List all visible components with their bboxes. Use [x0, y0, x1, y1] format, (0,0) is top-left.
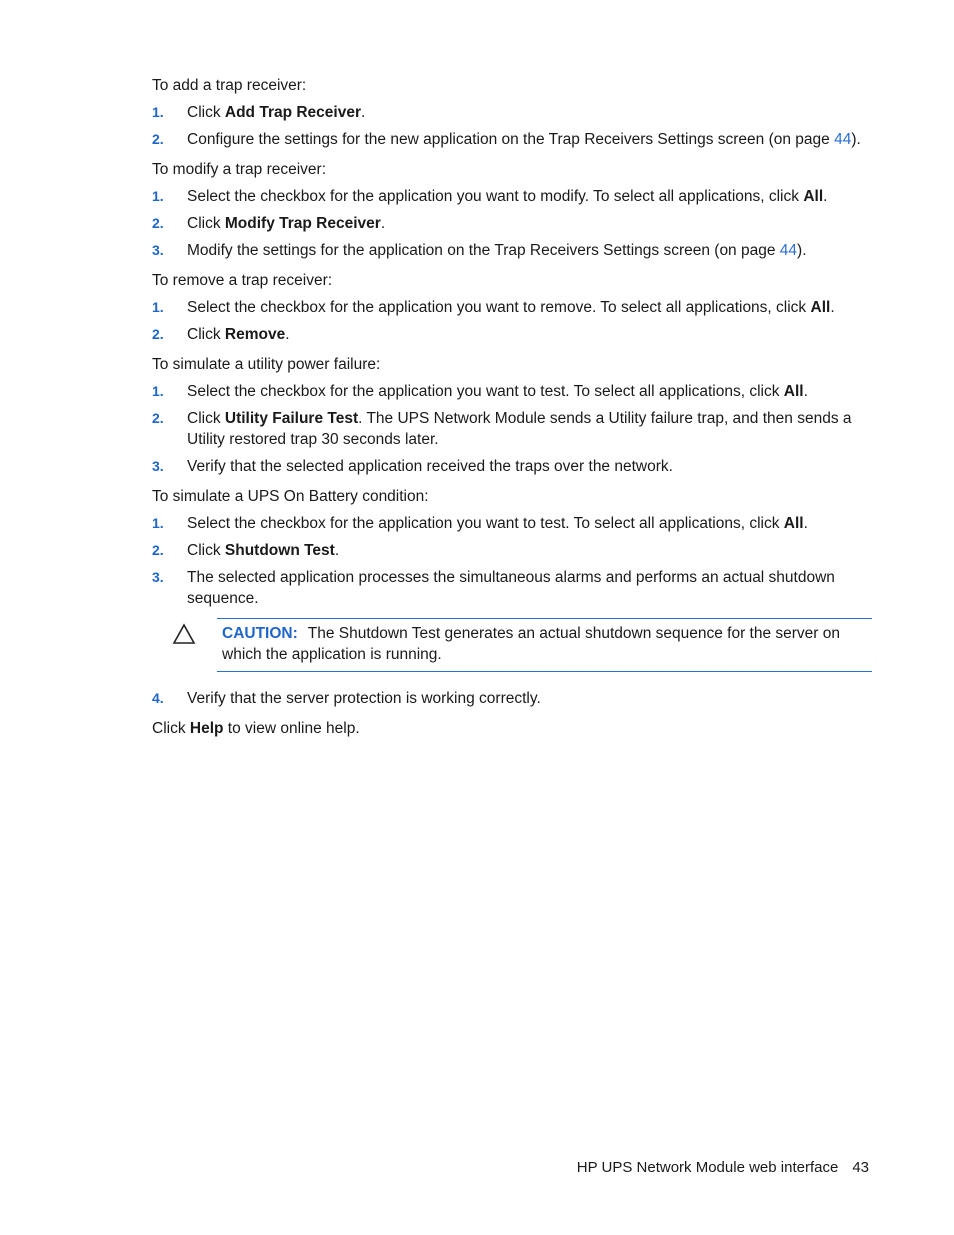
step-text-part: The selected application processes the simultaneous alarms and performs an actual shutdown sequence. [187, 569, 835, 607]
step-text [187, 215, 385, 232]
page-link[interactable]: 44 [834, 131, 852, 148]
step-text-part: Modify the settings for the application on the Trap Receivers Settings screen (on page [187, 242, 780, 259]
step-text: Verify that the server protection is working correctly. [187, 690, 541, 707]
list-item [152, 381, 872, 402]
ui-term: Add Trap Receiver [224, 104, 361, 121]
step-text-part: Click [187, 104, 225, 121]
step-text [187, 410, 852, 448]
list-item [152, 567, 872, 609]
caution-triangle-icon [172, 623, 196, 645]
step-text-part: Verify that the selected application received the traps over the network. [187, 458, 673, 475]
list-item [152, 513, 872, 534]
step-text-part: Click [187, 215, 225, 232]
list-item [152, 186, 872, 207]
step-text-part: Click [187, 542, 225, 559]
step-text-part: . [334, 542, 340, 559]
list-item [152, 408, 872, 450]
caution-box [217, 618, 872, 672]
step-text [187, 242, 807, 259]
step-number: 1. [152, 104, 164, 120]
step-list [152, 102, 872, 150]
step-number: 1. [152, 515, 164, 531]
step-text [187, 188, 827, 205]
step-text-part: Configure the settings for the new application on the Trap Receivers Settings screen (on page [187, 131, 835, 148]
step-text [187, 458, 673, 475]
step-text-part: ). [851, 131, 861, 148]
section-intro: To simulate a utility power failure: [152, 356, 381, 373]
step-number: 1. [152, 299, 164, 315]
step-text-part: Select the checkbox for the application you want to test. To select all applications, click [187, 383, 784, 400]
page-link[interactable]: 44 [779, 242, 798, 259]
step-text-part: . [285, 326, 290, 343]
ui-term: Utility Failure Test [224, 410, 359, 427]
step-list [152, 688, 872, 709]
step-text-part: Select the checkbox for the application you want to remove. To select all applications, click [187, 299, 811, 316]
footer-title: HP UPS Network Module web interface [576, 1159, 839, 1176]
step-text-part: Select the checkbox for the application you want to test. To select all applications, click [187, 515, 784, 532]
step-number: 1. [152, 383, 164, 399]
step-text-part: . The UPS Network Module sends a Utility failure trap, and then sends a Utility restored trap 30 seconds later. [187, 410, 852, 448]
section-intro: To simulate a UPS On Battery condition: [152, 488, 429, 505]
step-text-part: ). [797, 242, 807, 259]
closing-text-part: Click [152, 720, 190, 737]
list-item [152, 129, 872, 150]
ui-term: Modify Trap Receiver [224, 215, 381, 232]
step-list [152, 513, 872, 609]
list-item [152, 297, 872, 318]
step-number: 2. [152, 542, 164, 558]
list-item [152, 240, 872, 261]
step-number: 2. [152, 410, 164, 426]
list-item [152, 102, 872, 123]
ui-term: Remove [224, 326, 286, 343]
section-intro: To add a trap receiver: [152, 77, 307, 94]
step-text-part: . [830, 299, 835, 316]
caution-label: CAUTION: [222, 625, 298, 642]
closing-text-part: to view online help. [223, 720, 360, 737]
step-list [152, 297, 872, 345]
step-text [187, 104, 365, 121]
list-item [152, 213, 872, 234]
step-text [187, 383, 808, 400]
step-text [187, 542, 339, 559]
ui-term: Shutdown Test [224, 542, 335, 559]
step-number: 3. [152, 458, 164, 474]
page-number: 43 [852, 1159, 869, 1176]
ui-term: All [783, 383, 804, 400]
list-item [152, 456, 872, 477]
closing-text [152, 718, 872, 739]
list-item [152, 324, 872, 345]
step-number: 1. [152, 188, 164, 204]
step-text-part: Select the checkbox for the application you want to modify. To select all applications, click [187, 188, 804, 205]
step-number: 2. [152, 215, 164, 231]
step-text-part: . [361, 104, 366, 121]
step-text-part: . [380, 215, 386, 232]
step-text [187, 299, 835, 316]
step-text-part: Click [187, 326, 225, 343]
step-number: 4. [152, 690, 164, 706]
step-number: 2. [152, 131, 164, 147]
step-number: 2. [152, 326, 164, 342]
ui-term: All [803, 188, 824, 205]
ui-term: All [810, 299, 831, 316]
step-number: 3. [152, 569, 164, 585]
ui-term: Help [189, 720, 224, 737]
step-text-part: . [823, 188, 828, 205]
step-text [187, 131, 861, 148]
step-text-part: Click [187, 410, 225, 427]
step-text-part: . [803, 515, 808, 532]
step-list [152, 186, 872, 261]
list-item [152, 540, 872, 561]
step-text [187, 326, 290, 343]
step-text [187, 515, 808, 532]
step-text-part: . [803, 383, 808, 400]
step-number: 3. [152, 242, 164, 258]
caution-text: The Shutdown Test generates an actual shutdown sequence for the server on which the application is running. [222, 625, 841, 663]
ui-term: All [783, 515, 804, 532]
page-footer [577, 1157, 869, 1178]
list-item [152, 688, 872, 709]
section-intro: To modify a trap receiver: [152, 161, 327, 178]
document-body [152, 75, 872, 745]
step-list [152, 381, 872, 477]
section-intro: To remove a trap receiver: [152, 272, 333, 289]
step-text [187, 569, 835, 607]
